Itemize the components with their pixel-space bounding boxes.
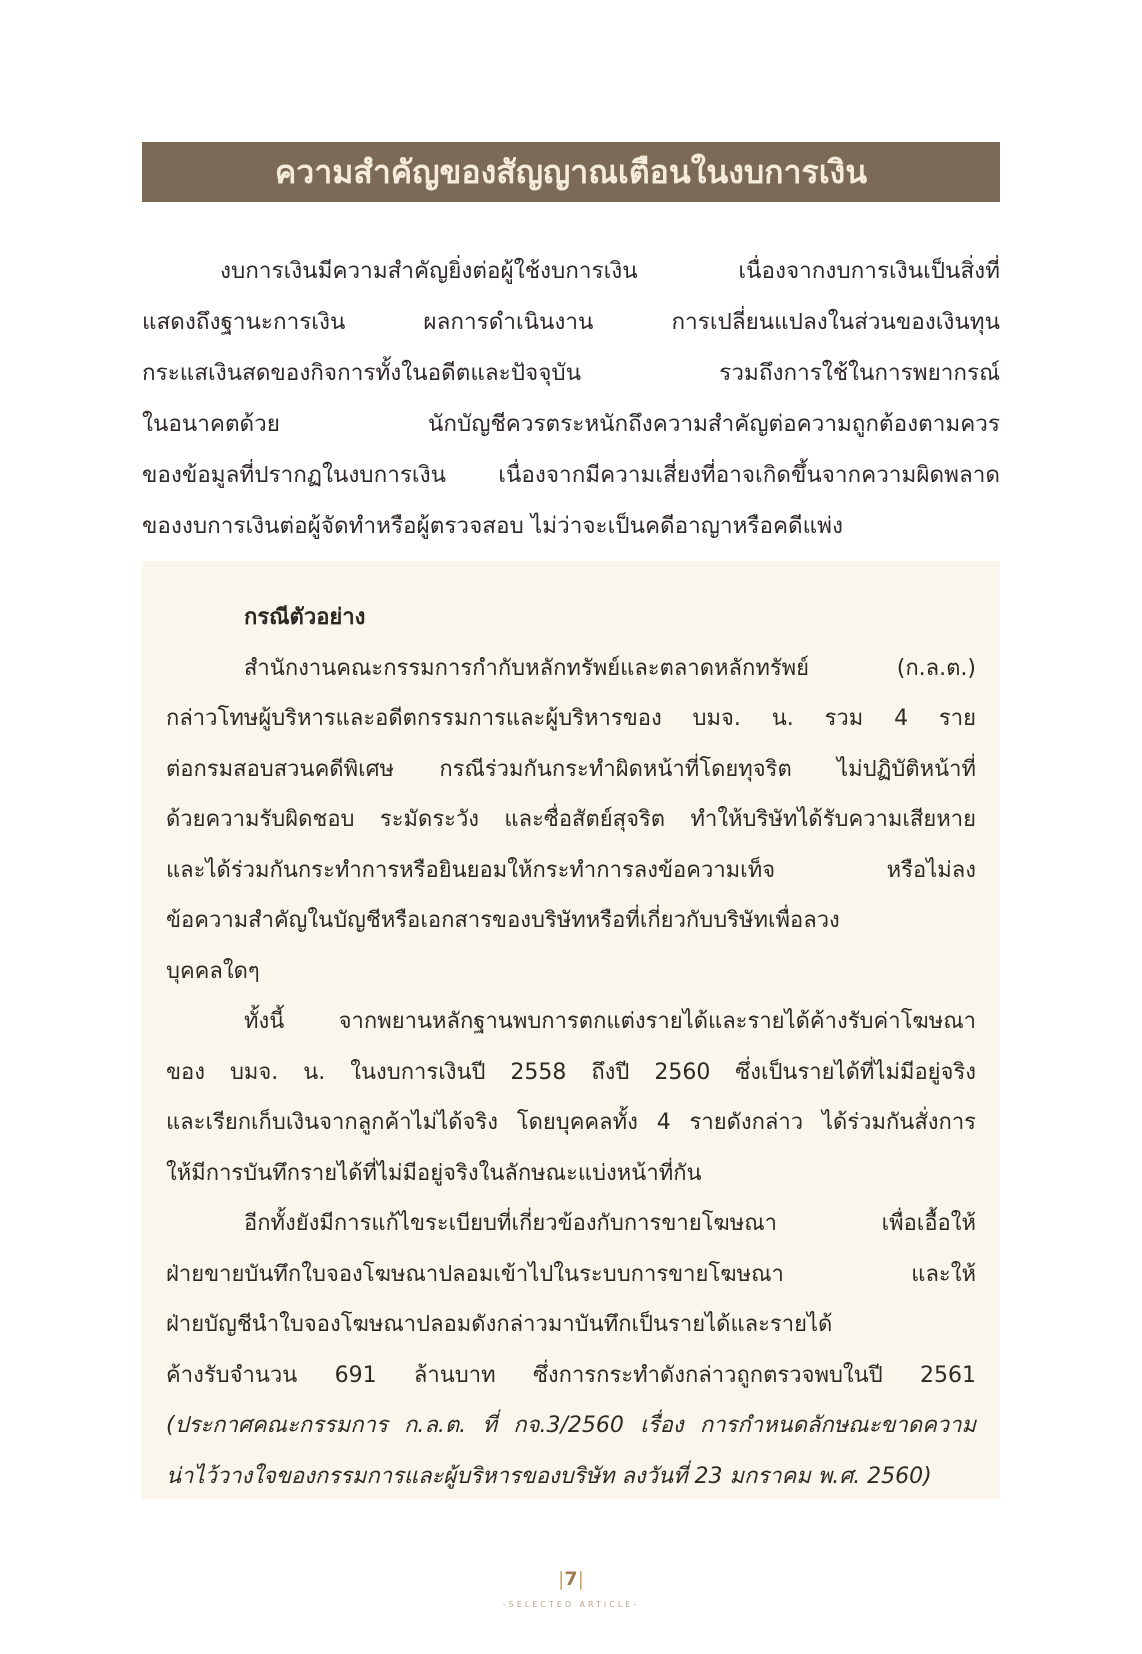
- case-line: ด้วยความรับผิดชอบ ระมัดระวัง และซื่อสัตย์สุจริต ทำให้บริษัทได้รับความเสียหาย: [166, 807, 976, 832]
- case-example-box: [142, 561, 1000, 1499]
- case-line: กล่าวโทษผู้บริหารและอดีตกรรมการและผู้บริหารของ บมจ. น. รวม 4 ราย: [166, 706, 976, 731]
- case-example-heading: กรณีตัวอย่าง: [244, 605, 366, 630]
- intro-line: ของงบการเงินต่อผู้จัดทำหรือผู้ตรวจสอบ ไม่ว่าจะเป็นคดีอาญาหรือคดีแพ่ง: [142, 513, 843, 539]
- case-line: ค้างรับจำนวน 691 ล้านบาท ซึ่งการกระทำดังกล่าวถูกตรวจพบในปี 2561: [166, 1362, 976, 1388]
- intro-line: กระแสเงินสดของกิจการทั้งในอดีตและปัจจุบัน รวมถึงการใช้ในการพยากรณ์: [142, 360, 1000, 386]
- page-number-value: 7: [564, 1568, 578, 1590]
- page-number: [0, 1568, 1142, 1590]
- case-line: บุคคลใดๆ: [166, 958, 260, 984]
- intro-line: ในอนาคตด้วย นักบัญชีควรตระหนักถึงความสำคัญต่อความถูกต้องตามควร: [142, 411, 1000, 437]
- case-line: ทั้งนี้ จากพยานหลักฐานพบการตกแต่งรายได้และรายได้ค้างรับค่าโฆษณา: [244, 1009, 976, 1034]
- case-line: ฝ่ายขายบันทึกใบจองโฆษณาปลอมเข้าไปในระบบการขายโฆษณา และให้: [166, 1261, 976, 1287]
- section-title: ความสำคัญของสัญญาณเตือนในงบการเงิน: [274, 152, 868, 191]
- page-number-divider-left: |: [557, 1568, 565, 1590]
- case-line: ของ บมจ. น. ในงบการเงินปี 2558 ถึงปี 2560 ซึ่งเป็นรายได้ที่ไม่มีอยู่จริง: [166, 1059, 976, 1085]
- page-number-divider-right: |: [577, 1568, 585, 1590]
- case-citation-line: (ประกาศคณะกรรมการ ก.ล.ต. ที่ กจ.3/2560 เรื่อง การกำหนดลักษณะขาดความ: [166, 1413, 976, 1438]
- intro-line: งบการเงินมีความสำคัญยิ่งต่อผู้ใช้งบการเงิน เนื่องจากงบการเงินเป็นสิ่งที่: [220, 258, 1000, 284]
- case-line: ให้มีการบันทึกรายได้ที่ไม่มีอยู่จริงในลักษณะแบ่งหน้าที่กัน: [166, 1160, 702, 1186]
- case-line: และเรียกเก็บเงินจากลูกค้าไม่ได้จริง โดยบุคคลทั้ง 4 รายดังกล่าว ได้ร่วมกันสั่งการ: [166, 1110, 976, 1135]
- intro-line: แสดงถึงฐานะการเงิน ผลการดำเนินงาน การเปลี่ยนแปลงในส่วนของเงินทุน: [142, 309, 1000, 335]
- case-line: และได้ร่วมกันกระทำการหรือยินยอมให้กระทำการลงข้อความเท็จ หรือไม่ลง: [166, 857, 976, 883]
- intro-line: ของข้อมูลที่ปรากฏในงบการเงิน เนื่องจากมีความเสี่ยงที่อาจเกิดขึ้นจากความผิดพลาด: [142, 462, 1000, 488]
- case-line: ต่อกรมสอบสวนคดีพิเศษ กรณีร่วมกันกระทำผิดหน้าที่โดยทุจริต ไม่ปฏิบัติหน้าที่: [166, 756, 976, 782]
- intro-paragraph: [142, 246, 1000, 552]
- footer-section-label: -SELECTED ARTICLE-: [502, 1600, 640, 1609]
- section-title-bar: [142, 142, 1000, 202]
- case-citation-line: น่าไว้วางใจของกรรมการและผู้บริหารของบริษัท ลงวันที่ 23 มกราคม พ.ศ. 2560): [166, 1463, 932, 1489]
- case-line: อีกทั้งยังมีการแก้ไขระเบียบที่เกี่ยวข้องกับการขายโฆษณา เพื่อเอื้อให้: [244, 1211, 976, 1236]
- case-line: ข้อความสำคัญในบัญชีหรือเอกสารของบริษัทหรือที่เกี่ยวกับบริษัทเพื่อลวง: [166, 908, 840, 933]
- case-example-content: [166, 593, 976, 1502]
- case-line: ฝ่ายบัญชีนำใบจองโฆษณาปลอมดังกล่าวมาบันทึกเป็นรายได้และรายได้: [166, 1312, 833, 1337]
- case-line: สำนักงานคณะกรรมการกำกับหลักทรัพย์และตลาดหลักทรัพย์ (ก.ล.ต.): [244, 655, 976, 681]
